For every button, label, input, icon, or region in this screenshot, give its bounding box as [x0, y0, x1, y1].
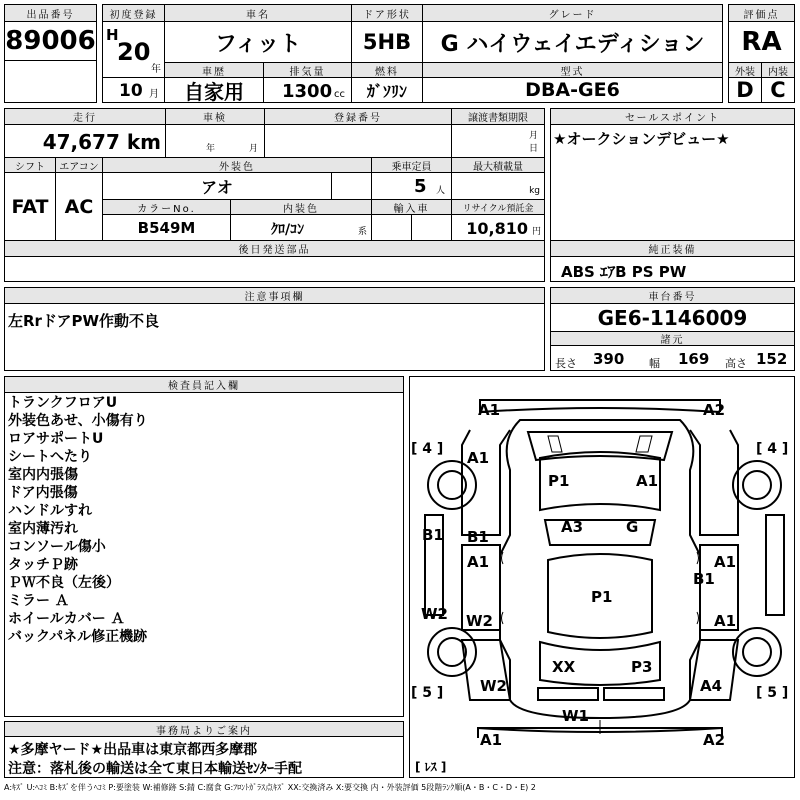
recycle-unit: 円 [531, 227, 541, 237]
legend: A:ｷｽﾞ U:ﾍｺﾐ B:ｷｽﾞを伴うﾍｺﾐ P:要塗装 W:補修跡 S:錆 C:腐食 G:ﾌﾛﾝﾄｶﾞﾗｽ点ｷｽﾞ XX:交換済み X:要交換 内・外装評価 5段階ﾗﾝｸ順(A・B・C・D・E) 2 [4, 783, 536, 792]
bracket-label: [ 5 ] [756, 685, 789, 701]
dims-label: 諸元 [550, 331, 795, 346]
inspector-line: 室内薄汚れ [8, 521, 78, 537]
import-label: 輸入車 [371, 199, 452, 215]
bracket-label: [ 4 ] [756, 441, 789, 457]
inspector-line: ミラー Ａ [8, 593, 69, 609]
recycle: 10,810 [466, 219, 528, 238]
first-reg-year-cell [102, 21, 165, 78]
interior-grade: C [761, 77, 795, 103]
model-label: 型式 [422, 62, 723, 78]
diagram-label: A1 [467, 553, 490, 571]
diagram-label: A4 [700, 677, 723, 695]
capacity: 5 [414, 176, 427, 197]
interior-grade-label: 内装 [761, 62, 795, 78]
reg-no [264, 124, 452, 158]
diagram-label: A1 [714, 553, 737, 571]
int-color-label: 内装色 [230, 199, 372, 215]
equipment: ABS ｴｱB PS PW [561, 263, 687, 281]
exterior-grade-label: 外装 [728, 62, 762, 78]
diagram-label: A1 [480, 731, 503, 749]
diagram-label: A2 [703, 731, 726, 749]
import-b [411, 214, 452, 241]
inspection-month-unit: 月 [248, 144, 258, 154]
diagram-label: A3 [561, 518, 584, 536]
inspector-line: 外装色あせ、小傷有り [8, 413, 148, 429]
bracket-label: [ 4 ] [411, 441, 444, 457]
diagram-label: W2 [421, 605, 448, 623]
lot-label: 出品番号 [4, 4, 97, 22]
shift-label: シフト [4, 157, 56, 173]
transfer-month-unit: 月 [528, 131, 538, 141]
displacement: 1300 [282, 81, 333, 102]
sales-point-cell [550, 124, 795, 241]
int-color: ｸﾛ/ｺﾝ [271, 222, 305, 238]
first-reg-year: 20 [117, 38, 151, 66]
office-label: 事務局よりご案内 [4, 721, 404, 737]
inspector-line: バックパネル修正機跡 [8, 629, 148, 645]
recycle-cell [451, 214, 545, 241]
first-reg-label: 初度登録 [102, 4, 165, 22]
chassis: GE6-1146009 [550, 303, 795, 332]
damage-diagram [409, 376, 795, 778]
lot-blank [4, 60, 97, 103]
aircon-label: エアコン [55, 157, 103, 173]
dims-cell [550, 345, 795, 371]
door-label: ドア形状 [351, 4, 423, 22]
mileage: 47,677 [42, 130, 120, 154]
diagram-label: P1 [548, 472, 570, 490]
ext-color-label: 外装色 [102, 157, 372, 173]
mileage-label: 走行 [4, 108, 166, 125]
later-parts [4, 256, 545, 282]
inspector-line: 室内内張傷 [8, 467, 78, 483]
sales-point: ★オークションデビュー★ [553, 130, 730, 148]
cc-unit: cc [334, 89, 345, 100]
recycle-label: リサイクル預託金 [451, 199, 545, 215]
lot-number: 89006 [4, 21, 97, 61]
year-unit: 年 [151, 64, 161, 75]
diagram-label: B1 [422, 526, 444, 544]
notes-cell [4, 303, 545, 371]
month-unit: 月 [149, 89, 159, 100]
diagram-label: P3 [631, 658, 653, 676]
diagram-label: A1 [467, 449, 490, 467]
inspection-cell [165, 124, 265, 158]
transfer-deadline-label: 譲渡書類期限 [451, 108, 545, 125]
color-no-label: カラーNo. [102, 199, 231, 215]
max-load-cell [451, 172, 545, 200]
mileage-cell [4, 124, 166, 158]
diagram-label: W1 [562, 707, 589, 725]
office-cell [4, 736, 404, 778]
inspector-list [8, 394, 148, 646]
max-load-label: 最大積載量 [451, 157, 545, 173]
notes: 左RrドアPW作動不良 [8, 312, 160, 330]
car-diagram-svg [409, 376, 795, 778]
transfer-deadline-cell [451, 124, 545, 158]
capacity-cell [371, 172, 452, 200]
diagram-label: G [626, 518, 639, 536]
ext-color: アオ [102, 172, 332, 200]
model: DBA-GE6 [422, 77, 723, 103]
capacity-label: 乗車定員 [371, 157, 452, 173]
diagram-label: A1 [714, 612, 737, 630]
inspection-year-unit: 年 [206, 144, 216, 154]
inspector-line: ハンドルすれ [8, 503, 92, 519]
diagram-label: XX [552, 658, 576, 676]
diagram-label: B1 [693, 570, 715, 588]
history: 自家用 [164, 77, 264, 103]
office-line-1: ★多摩ヤード★出品車は東京都西多摩郡 [8, 742, 258, 758]
first-reg-month-cell [102, 77, 165, 103]
inspection-label: 車検 [165, 108, 265, 125]
fuel-label: 燃料 [351, 62, 423, 78]
height-label: 高さ [725, 357, 747, 370]
inspector-line: シートへたり [8, 449, 92, 465]
inspector-line: コンソール傷小 [8, 539, 106, 555]
inspector-cell [4, 392, 404, 717]
int-color-cell [230, 214, 372, 241]
shift: FAT [4, 172, 56, 241]
grade-label: グレード [422, 4, 723, 22]
later-parts-label: 後日発送部品 [4, 240, 545, 257]
width-label: 幅 [649, 357, 660, 370]
exterior-grade: D [728, 77, 762, 103]
inspector-line: ドア内張傷 [8, 485, 78, 501]
inspector-line: タッチＰ跡 [8, 557, 78, 573]
rating: RA [728, 21, 795, 63]
history-label: 車歴 [164, 62, 264, 78]
aircon: AC [55, 172, 103, 241]
diagram-label: A1 [478, 401, 501, 419]
color-no: B549M [102, 214, 231, 241]
int-color-suffix: 系 [357, 227, 367, 237]
diagram-label: B1 [467, 528, 489, 546]
notes-label: 注意事項欄 [4, 287, 545, 304]
capacity-unit: 人 [435, 186, 445, 196]
displacement-cell [263, 77, 352, 103]
inspector-line: ホイールカバー Ａ [8, 611, 125, 627]
max-load-unit: kg [529, 186, 540, 196]
diagram-label: W2 [480, 677, 507, 695]
office-line-2: 注意：落札後の輸送は全て東日本輸送ｾﾝﾀｰ手配 [8, 761, 302, 777]
diagram-label: P1 [591, 588, 613, 606]
era: H [106, 26, 119, 44]
inspector-line: ＰＷ不良（左後） [8, 575, 120, 591]
diagram-label: A2 [703, 401, 726, 419]
equipment-label: 純正装備 [550, 240, 795, 257]
bracket-label: [ ﾚｽ ] [415, 760, 447, 774]
length-label: 長さ [555, 357, 577, 370]
height: 152 [756, 350, 788, 368]
chassis-label: 車台番号 [550, 287, 795, 304]
displacement-label: 排気量 [263, 62, 352, 78]
door-type: 5HB [351, 21, 423, 63]
first-reg-month: 10 [119, 81, 143, 101]
import-a [371, 214, 412, 241]
rating-label: 評価点 [728, 4, 795, 22]
width: 169 [678, 350, 710, 368]
km-unit: km [126, 130, 161, 154]
inspector-line: トランクフロアU [8, 395, 118, 411]
car-name: フィット [164, 21, 352, 63]
inspector-line: ロアサポートU [8, 431, 104, 447]
fuel: ｶﾞｿﾘﾝ [351, 77, 423, 103]
diagram-label: W2 [466, 612, 493, 630]
car-name-label: 車名 [164, 4, 352, 22]
reg-no-label: 登録番号 [264, 108, 452, 125]
length: 390 [593, 350, 625, 368]
bracket-label: [ 5 ] [411, 685, 444, 701]
equipment-cell [550, 256, 795, 282]
ext-color-blank [331, 172, 372, 200]
diagram-label: A1 [636, 472, 659, 490]
grade: G ハイウェイエディション [422, 21, 723, 63]
transfer-day-unit: 日 [528, 144, 538, 154]
sales-point-label: セールスポイント [550, 108, 795, 125]
inspector-label: 検査員記入欄 [4, 376, 404, 393]
